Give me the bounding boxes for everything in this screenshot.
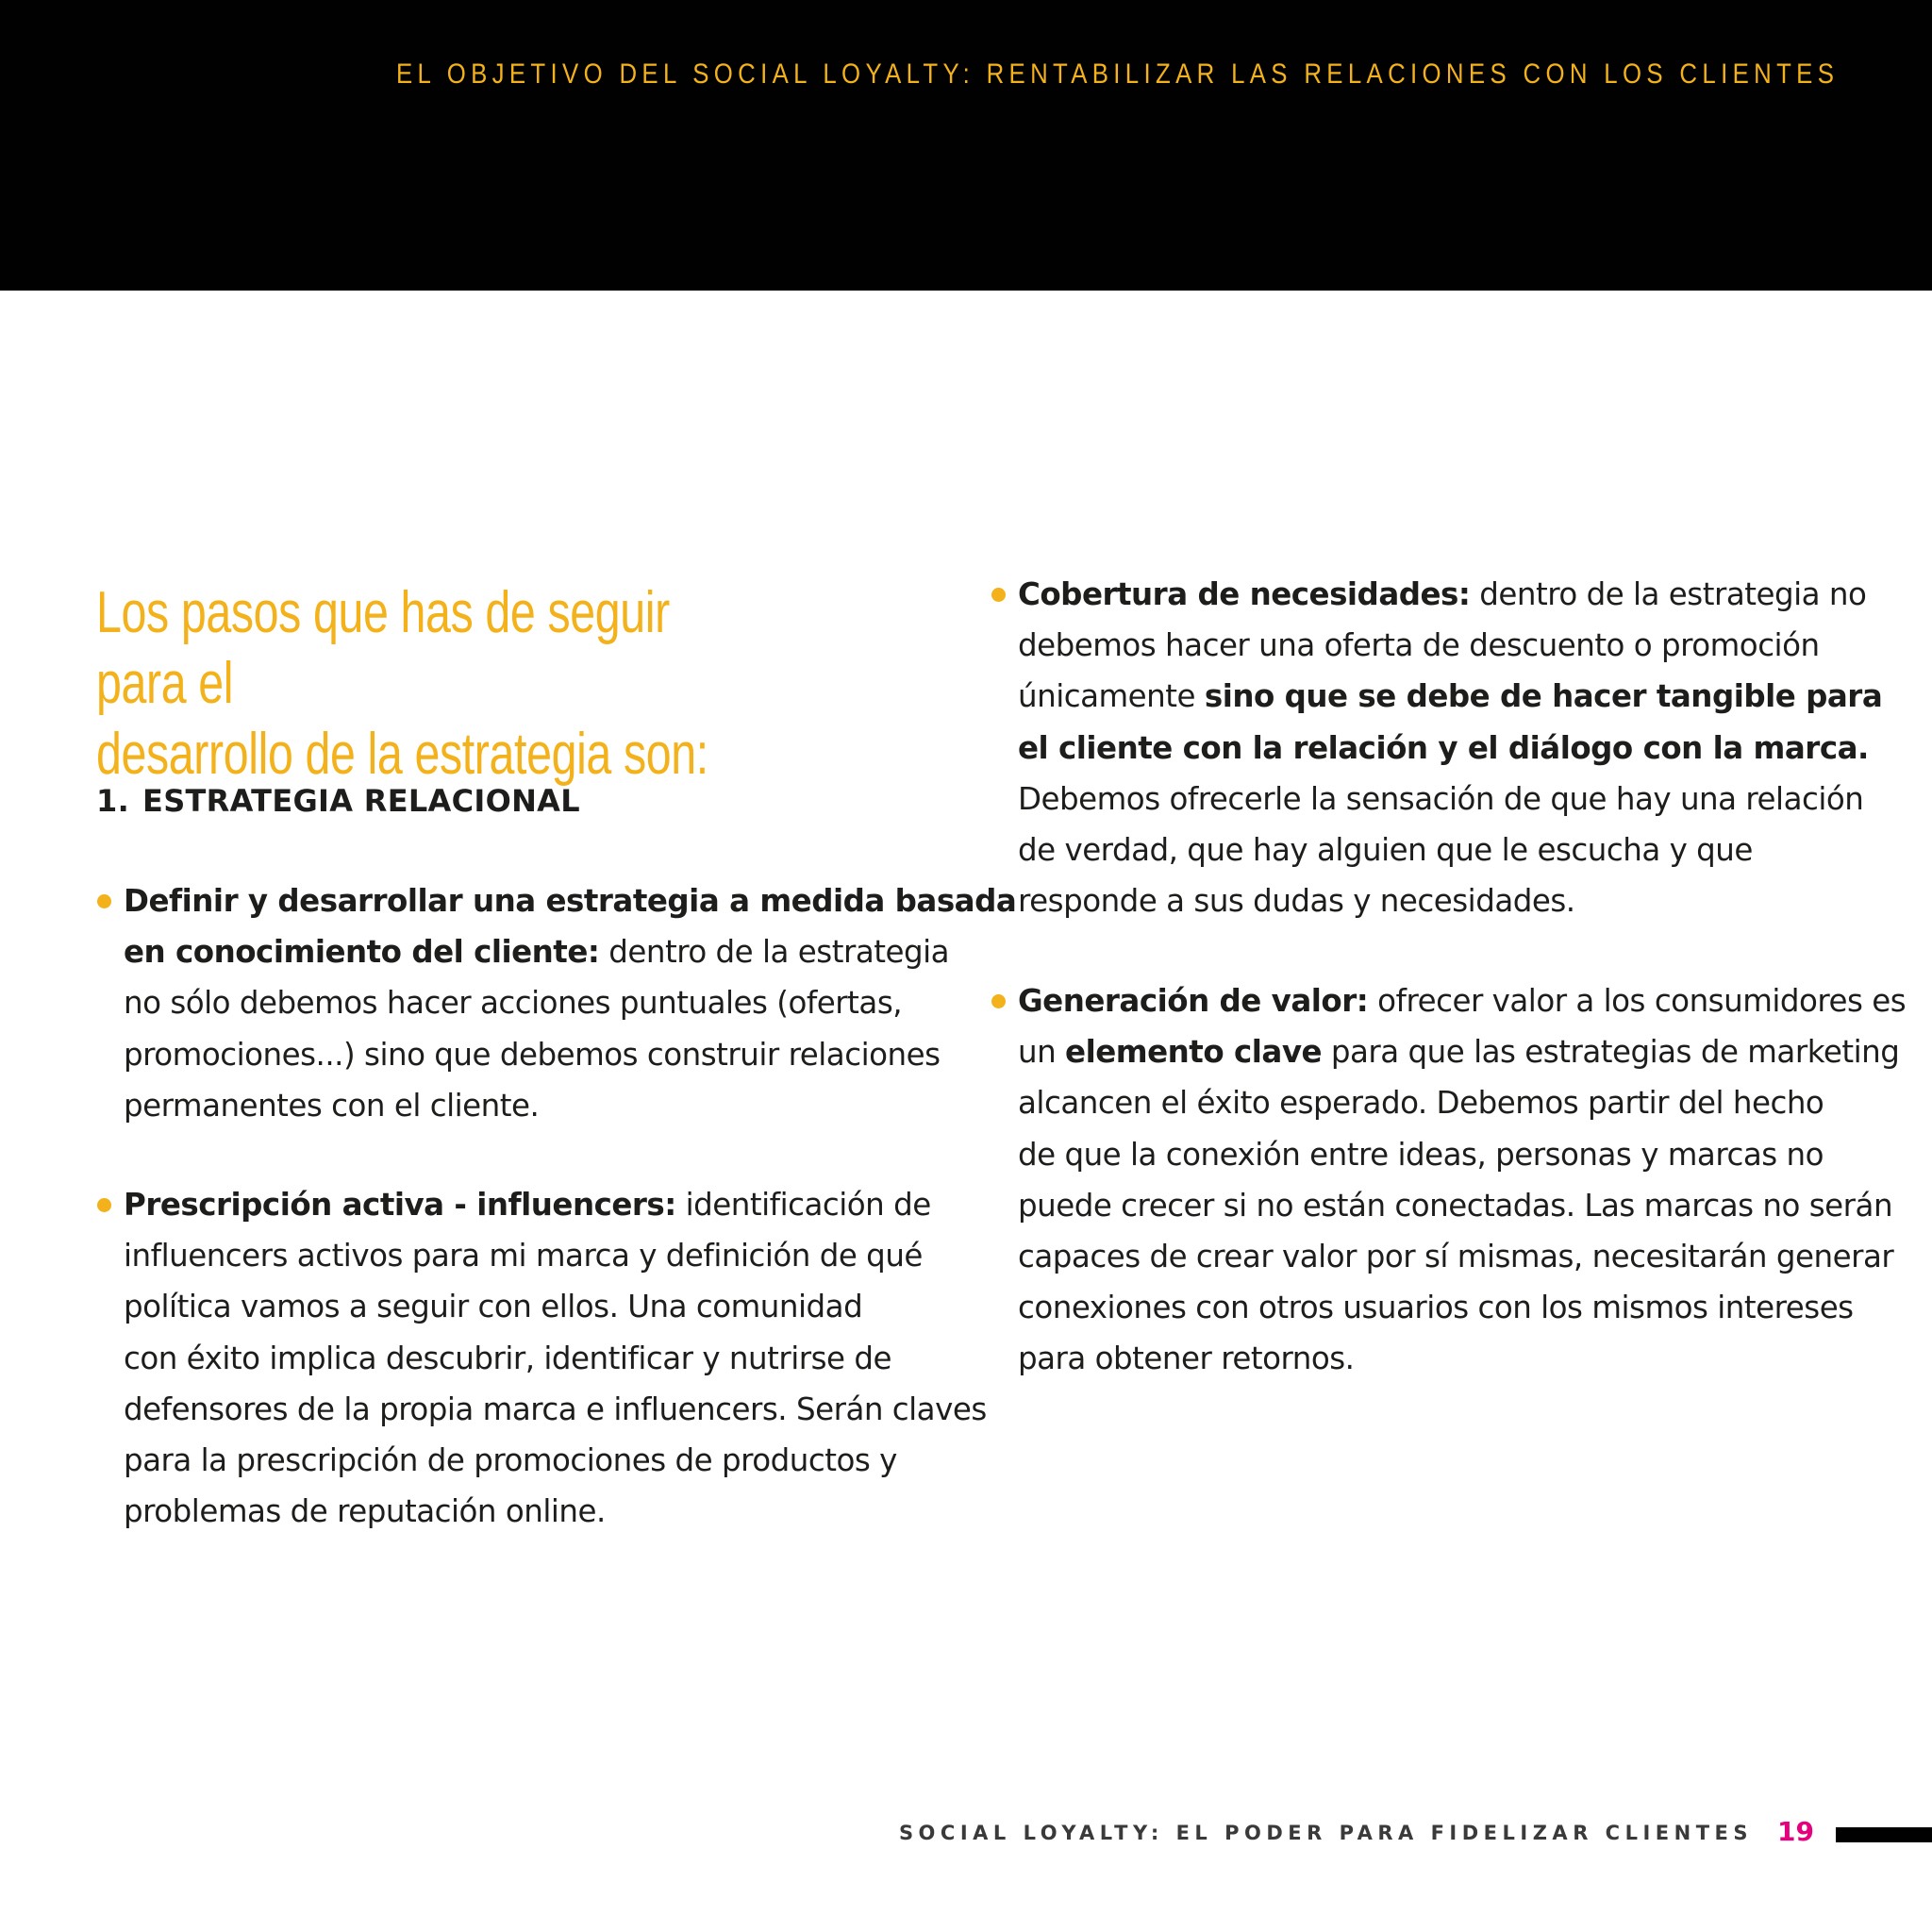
bullet-generacion bbox=[1018, 975, 1906, 1385]
bullet-line: capaces de crear valor por sí mismas, necesitarán generar bbox=[1018, 1239, 1894, 1275]
bullet-definir bbox=[124, 875, 1016, 1131]
section-number: 1. bbox=[96, 783, 130, 819]
bullet-line: problemas de reputación online. bbox=[124, 1493, 606, 1530]
bullet-line: responde a sus dudas y necesidades. bbox=[1018, 883, 1575, 920]
bullet-line: en conocimiento del cliente: dentro de la estrategia bbox=[124, 934, 950, 971]
bullet-line: únicamente sino que se debe de hacer tangible para bbox=[1018, 678, 1883, 715]
bullet-cobertura bbox=[1018, 569, 1882, 926]
bullet-dot-icon bbox=[97, 894, 111, 908]
bullet-line: puede crecer si no están conectadas. Las marcas no serán bbox=[1018, 1187, 1893, 1224]
bullet-line: alcancen el éxito esperado. Debemos partir del hecho bbox=[1018, 1085, 1824, 1122]
bullet-line: el cliente con la relación y el diálogo con la marca. bbox=[1018, 729, 1869, 766]
page-heading bbox=[96, 577, 758, 790]
heading-line: Los pasos que has de seguir para el bbox=[96, 580, 670, 716]
bullet-line: debemos hacer una oferta de descuento o promoción bbox=[1018, 627, 1820, 664]
bullet-dot-icon bbox=[97, 1198, 111, 1212]
bullet-dot-icon bbox=[991, 588, 1006, 602]
bullet-line: influencers activos para mi marca y definición de qué bbox=[124, 1238, 923, 1274]
bullet-line: promociones...) sino que debemos construir relaciones bbox=[124, 1036, 941, 1073]
bullet-line: política vamos a seguir con ellos. Una comunidad bbox=[124, 1289, 863, 1325]
bullet-line: permanentes con el cliente. bbox=[124, 1087, 540, 1124]
footer-bar bbox=[1836, 1827, 1932, 1842]
bullet-line: Generación de valor: ofrecer valor a los consumidores es bbox=[1018, 983, 1907, 1019]
bullet-line: conexiones con otros usuarios con los mismos intereses bbox=[1018, 1290, 1854, 1326]
footer-title: SOCIAL LOYALTY: EL PODER PARA FIDELIZAR CLIENTES bbox=[898, 1822, 1753, 1844]
bullet-line: defensores de la propia marca e influencers. Serán claves bbox=[124, 1391, 987, 1427]
bullet-line: no sólo debemos hacer acciones puntuales (ofertas, bbox=[124, 985, 903, 1022]
bullet-line: de verdad, que hay alguien que le escucha y que bbox=[1018, 832, 1753, 869]
bullet-line: Prescripción activa - influencers: identificación de bbox=[124, 1187, 931, 1223]
section-title: ESTRATEGIA RELACIONAL bbox=[142, 783, 580, 819]
section-label bbox=[96, 783, 580, 819]
bullet-line: con éxito implica descubrir, identificar y nutrirse de bbox=[124, 1340, 892, 1376]
bullet-line: Definir y desarrollar una estrategia a medida basada bbox=[124, 883, 1017, 919]
bullet-line: Cobertura de necesidades: dentro de la estrategia no bbox=[1018, 576, 1867, 612]
bullet-prescripcion bbox=[124, 1179, 987, 1537]
bullet-line: para obtener retornos. bbox=[1018, 1341, 1355, 1377]
bullet-line: para la prescripción de promociones de productos y bbox=[124, 1442, 897, 1479]
page-number: 19 bbox=[1777, 1816, 1814, 1847]
bullet-dot-icon bbox=[991, 994, 1006, 1008]
header-band bbox=[0, 0, 1932, 291]
heading-line: desarrollo de la estrategia son: bbox=[96, 722, 708, 787]
bullet-line: un elemento clave para que las estrategias de marketing bbox=[1018, 1034, 1900, 1071]
header-title: EL OBJETIVO DEL SOCIAL LOYALTY: RENTABILIZAR LAS RELACIONES CON LOS CLIENTES bbox=[395, 58, 1839, 90]
bullet-line: de que la conexión entre ideas, personas y marcas no bbox=[1018, 1136, 1824, 1173]
bullet-line: Debemos ofrecerle la sensación de que hay una relación bbox=[1018, 780, 1864, 817]
